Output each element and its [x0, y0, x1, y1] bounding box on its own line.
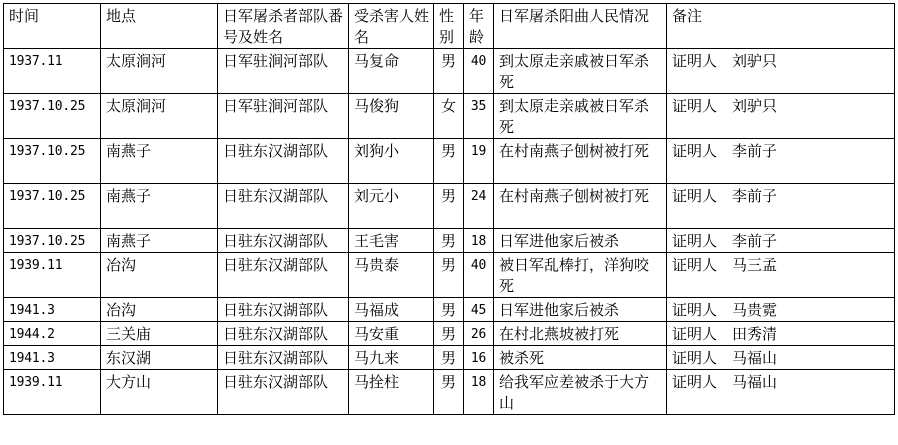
time-cell: 1937.10.25: [4, 94, 101, 139]
age-cell: 40: [464, 253, 494, 298]
unit-cell: 日军驻涧河部队: [218, 94, 349, 139]
location-cell: 太原涧河: [101, 94, 218, 139]
remark-cell: 证明人 李前子: [667, 229, 895, 253]
age-cell: 24: [464, 184, 494, 229]
column-header: 受杀害人姓名: [349, 4, 434, 49]
victim-name-cell: 马九来: [349, 346, 434, 370]
remark-cell: 证明人 刘驴只: [667, 49, 895, 94]
unit-cell: 日驻东汉湖部队: [218, 139, 349, 184]
table-row: [4, 229, 895, 253]
circumstance-cell: 被日军乱棒打，洋狗咬死: [494, 253, 667, 298]
victim-name-cell: 刘狗小: [349, 139, 434, 184]
table-row: [4, 94, 895, 139]
circumstance-cell: 到太原走亲戚被日军杀死: [494, 94, 667, 139]
location-cell: 南燕子: [101, 184, 218, 229]
remark-cell: 证明人 刘驴只: [667, 94, 895, 139]
table-row: [4, 346, 895, 370]
circumstance-cell: 给我军应差被杀于大方山: [494, 370, 667, 415]
table-row: [4, 322, 895, 346]
gender-cell: 男: [434, 253, 464, 298]
victim-name-cell: 王毛害: [349, 229, 434, 253]
age-cell: 35: [464, 94, 494, 139]
column-header: 日军屠杀阳曲人民情况: [494, 4, 667, 49]
table-row: [4, 49, 895, 94]
unit-cell: 日驻东汉湖部队: [218, 322, 349, 346]
time-cell: 1937.10.25: [4, 184, 101, 229]
victim-name-cell: 马俊狗: [349, 94, 434, 139]
age-cell: 45: [464, 298, 494, 322]
remark-cell: 证明人 马福山: [667, 370, 895, 415]
age-cell: 18: [464, 229, 494, 253]
victim-name-cell: 刘元小: [349, 184, 434, 229]
location-cell: 三关庙: [101, 322, 218, 346]
time-cell: 1941.3: [4, 298, 101, 322]
victims-table: [3, 3, 895, 415]
time-cell: 1937.11: [4, 49, 101, 94]
gender-cell: 女: [434, 94, 464, 139]
table-body: [4, 4, 895, 415]
location-cell: 冶沟: [101, 298, 218, 322]
location-cell: 南燕子: [101, 139, 218, 184]
victim-name-cell: 马复命: [349, 49, 434, 94]
age-cell: 26: [464, 322, 494, 346]
column-header: 地点: [101, 4, 218, 49]
victim-name-cell: 马拴柱: [349, 370, 434, 415]
table-row: [4, 370, 895, 415]
circumstance-cell: 到太原走亲戚被日军杀死: [494, 49, 667, 94]
time-cell: 1937.10.25: [4, 229, 101, 253]
unit-cell: 日驻东汉湖部队: [218, 229, 349, 253]
column-header: 性别: [434, 4, 464, 49]
gender-cell: 男: [434, 370, 464, 415]
time-cell: 1939.11: [4, 370, 101, 415]
victim-name-cell: 马福成: [349, 298, 434, 322]
age-cell: 40: [464, 49, 494, 94]
column-header: 年龄: [464, 4, 494, 49]
remark-cell: 证明人 李前子: [667, 139, 895, 184]
table-row: [4, 139, 895, 184]
unit-cell: 日驻东汉湖部队: [218, 346, 349, 370]
unit-cell: 日驻东汉湖部队: [218, 253, 349, 298]
location-cell: 南燕子: [101, 229, 218, 253]
age-cell: 16: [464, 346, 494, 370]
location-cell: 东汉湖: [101, 346, 218, 370]
age-cell: 18: [464, 370, 494, 415]
table-row: [4, 184, 895, 229]
unit-cell: 日驻东汉湖部队: [218, 184, 349, 229]
remark-cell: 证明人 田秀清: [667, 322, 895, 346]
gender-cell: 男: [434, 346, 464, 370]
circumstance-cell: 日军进他家后被杀: [494, 229, 667, 253]
location-cell: 太原涧河: [101, 49, 218, 94]
victim-name-cell: 马贵泰: [349, 253, 434, 298]
gender-cell: 男: [434, 49, 464, 94]
column-header: 日军屠杀者部队番号及姓名: [218, 4, 349, 49]
gender-cell: 男: [434, 139, 464, 184]
circumstance-cell: 在村北燕坡被打死: [494, 322, 667, 346]
location-cell: 大方山: [101, 370, 218, 415]
circumstance-cell: 在村南燕子刨树被打死: [494, 184, 667, 229]
remark-cell: 证明人 马三孟: [667, 253, 895, 298]
circumstance-cell: 日军进他家后被杀: [494, 298, 667, 322]
remark-cell: 证明人 李前子: [667, 184, 895, 229]
table-row: [4, 298, 895, 322]
gender-cell: 男: [434, 298, 464, 322]
location-cell: 冶沟: [101, 253, 218, 298]
time-cell: 1941.3: [4, 346, 101, 370]
gender-cell: 男: [434, 322, 464, 346]
column-header: 时间: [4, 4, 101, 49]
time-cell: 1937.10.25: [4, 139, 101, 184]
circumstance-cell: 被杀死: [494, 346, 667, 370]
circumstance-cell: 在村南燕子刨树被打死: [494, 139, 667, 184]
time-cell: 1944.2: [4, 322, 101, 346]
remark-cell: 证明人 马福山: [667, 346, 895, 370]
gender-cell: 男: [434, 229, 464, 253]
column-header: 备注: [667, 4, 895, 49]
table-row: [4, 253, 895, 298]
time-cell: 1939.11: [4, 253, 101, 298]
unit-cell: 日驻东汉湖部队: [218, 370, 349, 415]
age-cell: 19: [464, 139, 494, 184]
remark-cell: 证明人 马贵霓: [667, 298, 895, 322]
table-header-row: [4, 4, 895, 49]
unit-cell: 日军驻涧河部队: [218, 49, 349, 94]
unit-cell: 日驻东汉湖部队: [218, 298, 349, 322]
victim-name-cell: 马安重: [349, 322, 434, 346]
gender-cell: 男: [434, 184, 464, 229]
